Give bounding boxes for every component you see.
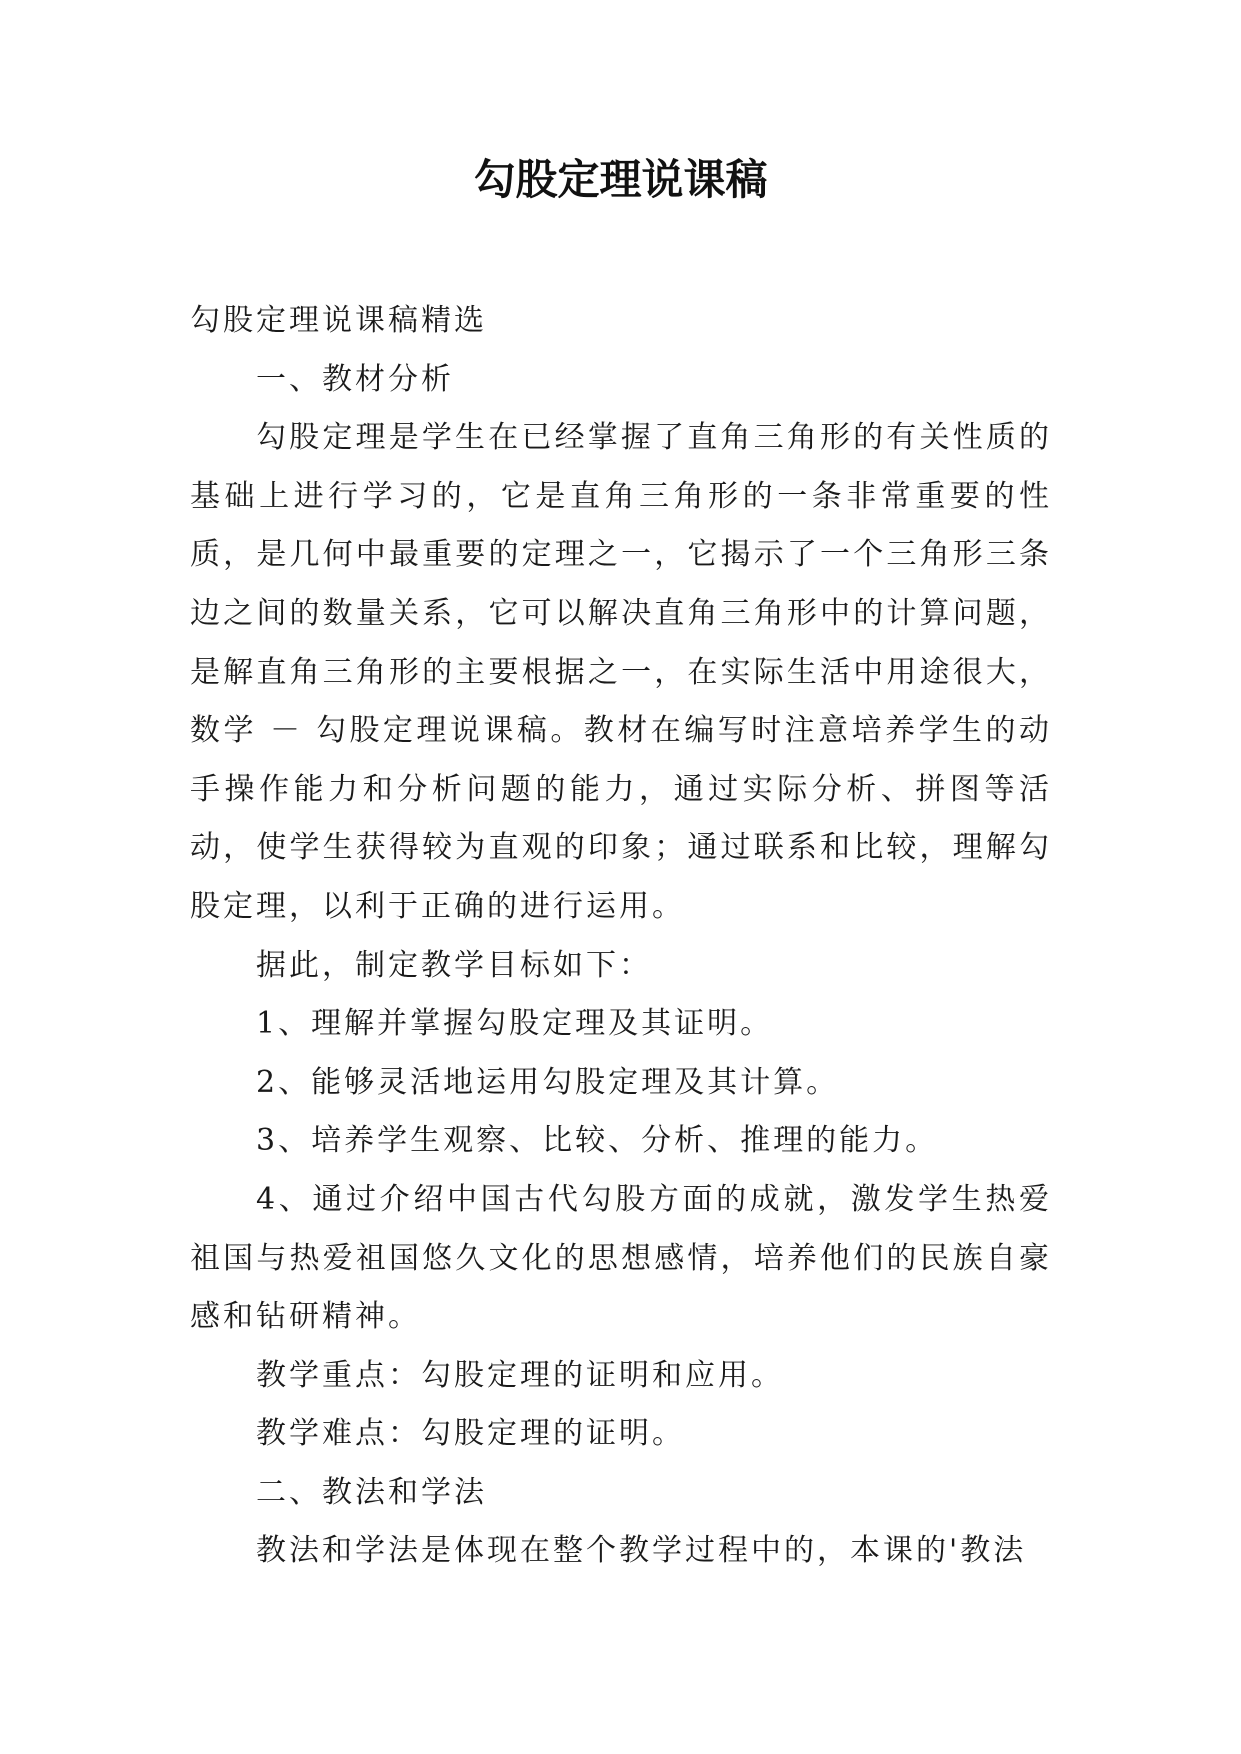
section-heading: 二、教法和学法	[256, 1474, 487, 1510]
paragraph: 勾股定理说课稿精选	[190, 303, 487, 338]
list-item: 4、通过介绍中国古代勾股方面的成就，激发学生热爱祖国与热爱祖国悠久文化的思想感情，培养他们的民族自豪感和钻研精神。	[190, 1181, 1052, 1335]
list-item: 1、理解并掌握勾股定理及其证明。	[256, 1006, 774, 1042]
paragraph: 据此，制定教学目标如下：	[256, 947, 652, 983]
paragraph: 教法和学法是体现在整个教学过程中的，本课的'教法	[256, 1533, 1027, 1569]
list-item: 2、能够灵活地运用勾股定理及其计算。	[256, 1064, 840, 1100]
document-body	[190, 292, 1052, 1581]
document-title: 勾股定理说课稿	[473, 155, 768, 204]
paragraph: 教学难点：勾股定理的证明。	[256, 1416, 685, 1452]
paragraph: 教学重点：勾股定理的证明和应用。	[256, 1357, 784, 1393]
section-heading: 一、教材分析	[256, 361, 454, 397]
list-item: 3、培养学生观察、比较、分析、推理的能力。	[256, 1123, 939, 1159]
paragraph: 勾股定理是学生在已经掌握了直角三角形的有关性质的基础上进行学习的，它是直角三角形的一条非常重要的性质，是几何中最重要的定理之一，它揭示了一个三角形三条边之间的数量关系，它可以解决直角三角形中的计算问题，是解直角三角形的主要根据之一，在实际生活中用途很大，数学 － 勾股定理说课稿。教材在编写时注意培养学生的动手操作能力和分析问题的能力，通过实际分析、拼图等活动，使学生获得较为直观的印象；通过联系和比较，理解勾股定理，以利于正确的进行运用。	[190, 420, 1052, 924]
